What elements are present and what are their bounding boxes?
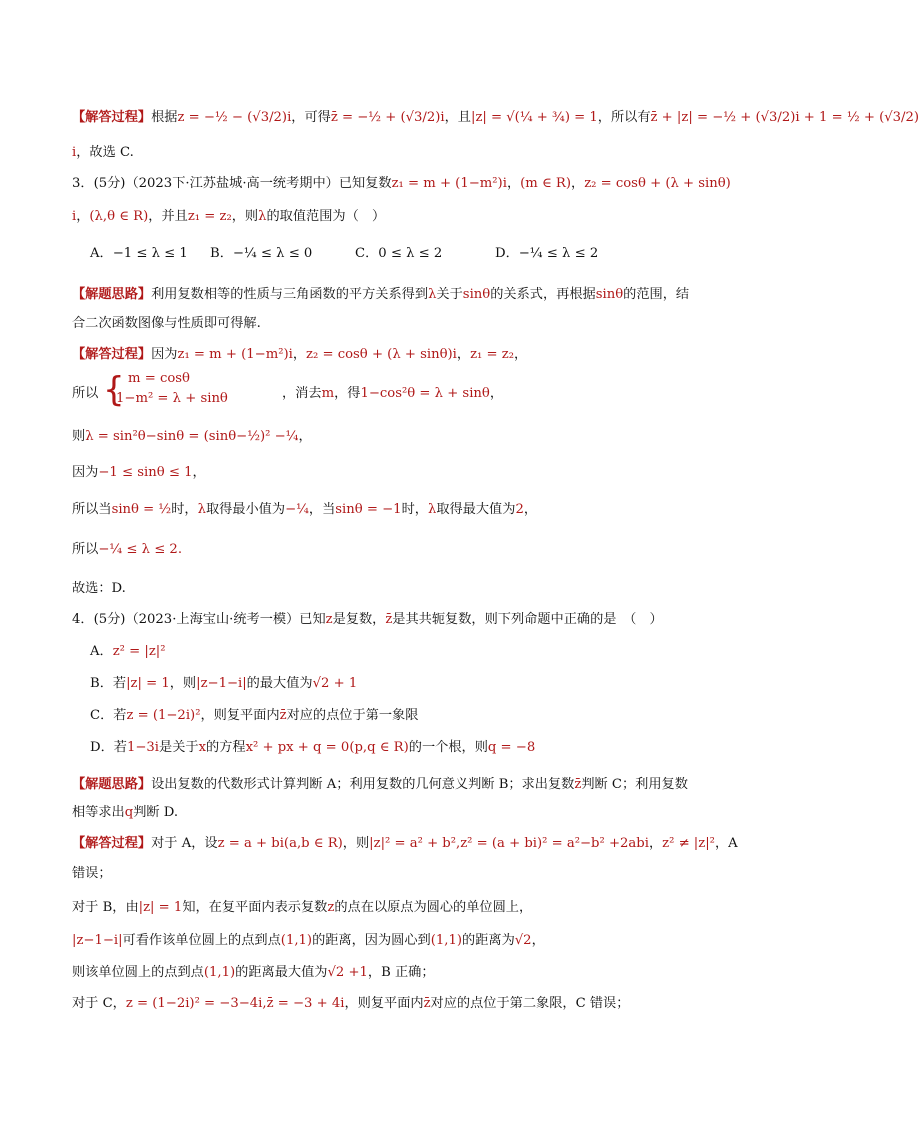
q4-option-a: A．z² = |z|²: [90, 644, 166, 659]
q3-equation-system: 所以 { m = cosθ 1−m² = λ + sinθ ，消去m，得1−cos²θ = λ + sinθ，: [72, 370, 504, 410]
q4-idea-line-1: 【解题思路】设出复数的代数形式计算判断 A；利用复数的几何意义判断 B；求出复数z̄判断 C；利用复数: [72, 777, 688, 792]
q4-process-a-line-2: 错误；: [72, 866, 112, 881]
q3-option-a: A．−1 ≤ λ ≤ 1: [90, 246, 188, 261]
left-brace-icon: {: [103, 370, 125, 410]
q4-option-d: D．若1−3i是关于x的方程x² + px + q = 0(p,q ∈ R)的一个根，则q = −8: [90, 740, 536, 755]
prev-solution-line-2: i，故选 C.: [72, 145, 134, 160]
q3-options: [90, 244, 740, 264]
q4-option-b: B．若|z| = 1，则|z−1−i|的最大值为√2 + 1: [90, 676, 358, 691]
q3-process-line-6: 所以−¼ ≤ λ ≤ 2.: [72, 542, 183, 557]
q3-process-line-3: 则λ = sin²θ−sinθ = (sinθ−½)² −¼，: [72, 429, 312, 444]
q3-process-line-5: 所以当sinθ = ½时，λ取得最小值为−¼，当sinθ = −1时，λ取得最大值为2，: [72, 502, 538, 517]
q4-process-b-line-1: 对于 B，由|z| = 1知，在复平面内表示复数z的点在以原点为圆心的单位圆上，: [72, 900, 533, 915]
q3-option-c: C．0 ≤ λ ≤ 2: [355, 246, 443, 261]
q3-stem-line-1: 3．(5分)（2023下·江苏盐城·高一统考期中）已知复数z₁ = m + (1−m²)i，(m ∈ R)，z₂ = cosθ + (λ + sinθ): [72, 176, 731, 191]
q4-option-c: C．若z = (1−2i)²，则复平面内z̄对应的点位于第一象限: [90, 708, 419, 723]
q3-option-b: B．−¼ ≤ λ ≤ 0: [210, 246, 313, 261]
q3-option-d: D．−¼ ≤ λ ≤ 2: [495, 246, 599, 261]
q4-process-c: 对于 C，z = (1−2i)² = −3−4i,z̄ = −3 + 4i，则复平面内z̄对应的点位于第二象限，C 错误；: [72, 996, 630, 1011]
q4-process-a-line-1: 【解答过程】对于 A，设z = a + bi(a,b ∈ R)，则|z|² = a² + b²,z² = (a + bi)² = a²−b² +2abi，z² ≠ |z|²，A: [72, 836, 738, 851]
q3-process-line-1: 【解答过程】因为z₁ = m + (1−m²)i，z₂ = cosθ + (λ + sinθ)i，z₁ = z₂，: [72, 347, 528, 362]
q3-idea-line-2: 合二次函数图像与性质即可得解.: [72, 316, 261, 331]
prev-solution-line-1: 【解答过程】根据z = −½ − (√3/2)i，可得z̄ = −½ + (√3/2)i，且|z| = √(¼ + ¾) = 1，所以有z̄ + |z| = −½ + (√3/2)i + 1 = ½ + (√3/2): [72, 110, 919, 125]
q4-idea-line-2: 相等求出q判断 D.: [72, 805, 179, 820]
solution-idea-tag: 【解题思路】: [72, 287, 152, 302]
q3-stem-line-2: i，(λ,θ ∈ R)，并且z₁ = z₂，则λ的取值范围为（ ）: [72, 209, 386, 224]
q3-idea-line-1: 【解题思路】利用复数相等的性质与三角函数的平方关系得到λ关于sinθ的关系式，再根据sinθ的范围，结: [72, 287, 690, 302]
q3-process-line-4: 因为−1 ≤ sinθ ≤ 1，: [72, 465, 206, 480]
q4-stem: 4．(5分)（2023·上海宝山·统考一模）已知z是复数，z̄是其共轭复数，则下列命题中正确的是 （ ）: [72, 612, 663, 627]
q4-process-b-line-2: |z−1−i|可看作该单位圆上的点到点(1,1)的距离，因为圆心到(1,1)的距离为√2，: [72, 933, 545, 948]
q3-answer: 故选：D.: [72, 581, 126, 596]
answer-process-tag: 【解答过程】: [72, 110, 152, 125]
q4-process-b-line-3: 则该单位圆上的点到点(1,1)的距离最大值为√2 +1，B 正确；: [72, 965, 435, 980]
